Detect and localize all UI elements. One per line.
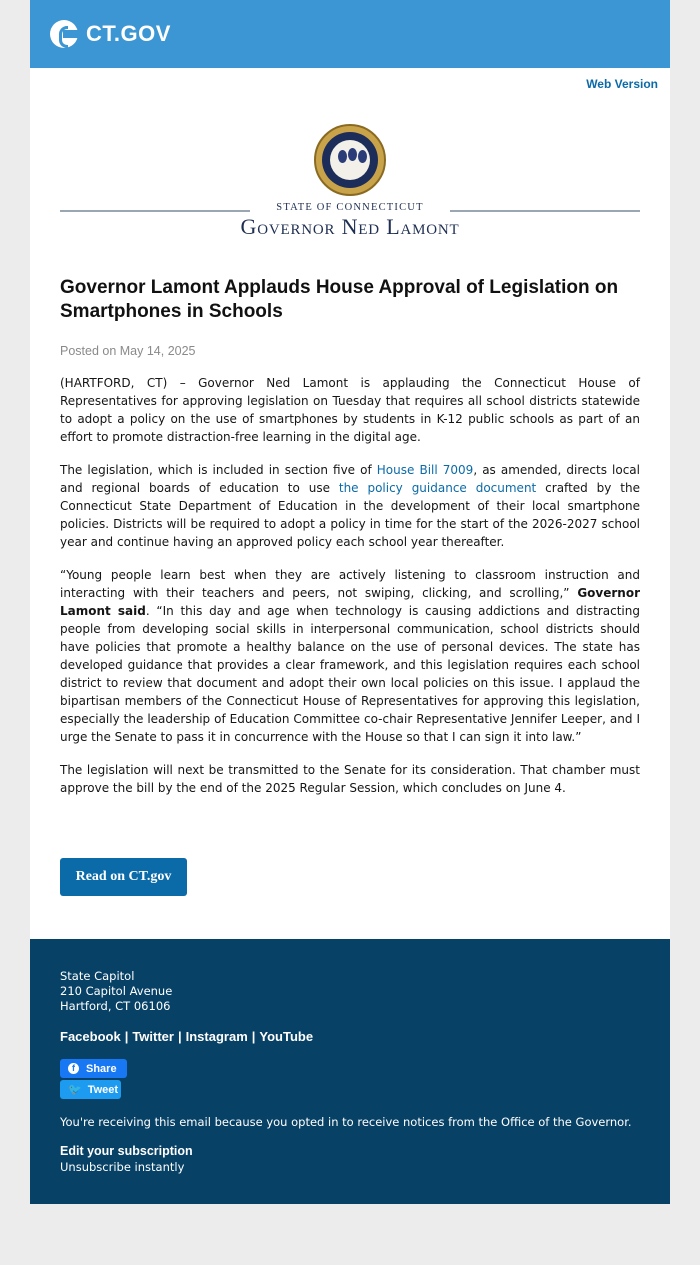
subscription-notice: You're receiving this email because you opted in to receive notices from the Office of the Governor. — [60, 1115, 632, 1129]
ct-logo-icon — [50, 20, 78, 48]
logo-text: CT.GOV — [86, 21, 171, 46]
house-bill-link[interactable]: House Bill 7009 — [376, 463, 474, 477]
paragraph-1: (HARTFORD, CT) – Governor Ned Lamont is applauding the Connecticut House of Representatives for approving legislation on Tuesday that requires all school districts statewide to adopt a policy on the use of smartphones by students in K-12 public schools as part of an effort to promote distraction-free learning in the digital age. — [60, 376, 640, 444]
paragraph-3: “Young people learn best when they are actively listening to classroom instruction and interacting with their teachers and peers, not swiping, clicking, and scrolling,” Governor Lamont said. “In this day and age when technology is causing addictions and distracting people from developing social skills in interpersonal communication, school districts should have policies that promote a healthy balance on the use of personal devices. The state has developed guidance that provides a clear framework, and this legislation requires each school district to review that document and adopt their own local policies on this issue. I applaud the bipartisan members of the Connecticut House of Representatives for approving this legislation, especially the leadership of Education Committee co-chair Representative Jennifer Leeper, and I urge the Senate to pass it in concurrence with the House so that I can sign it into law.” — [60, 568, 640, 744]
masthead-governor: Governor Ned Lamont — [240, 214, 460, 239]
state-seal-icon — [314, 124, 386, 196]
facebook-link[interactable]: Facebook — [60, 1029, 121, 1044]
masthead-state: STATE OF CONNECTICUT — [276, 202, 424, 213]
quote-attribution: Governor Lamont said — [60, 586, 640, 618]
paragraph-2: The legislation, which is included in section five of House Bill 7009, as amended, directs local and regional boards of education to use the policy guidance document crafted by the Connecticut State Department of Education in the development of their local smartphone policies. Districts will be required to adopt a policy in time for the start of the 2026-2027 school year and continue having an approved policy each school year thereafter. — [60, 463, 640, 549]
instagram-link[interactable]: Instagram — [185, 1029, 248, 1044]
facebook-icon: f — [68, 1063, 79, 1074]
edit-subscription-link[interactable]: Edit your subscription — [60, 1144, 193, 1158]
twitter-link[interactable]: Twitter — [132, 1029, 174, 1044]
email-card — [30, 0, 670, 1204]
web-version-link[interactable]: Web Version — [586, 77, 658, 91]
article-title: Governor Lamont Applauds House Approval of Legislation on Smartphones in Schools — [60, 277, 619, 322]
ct-gov-logo[interactable] — [50, 19, 171, 49]
facebook-share-button[interactable]: f Share — [60, 1059, 127, 1078]
paragraph-4: The legislation will next be transmitted to the Senate for its consideration. That chamber must approve the bill by the end of the 2025 Regular Session, which concludes on June 4. — [60, 763, 640, 795]
twitter-bird-icon: 🐦 — [68, 1084, 82, 1096]
social-links: Facebook | Twitter | Instagram | YouTube — [60, 1029, 314, 1044]
read-on-ctgov-button[interactable]: Read on CT.gov — [60, 858, 187, 896]
posted-date: Posted on May 14, 2025 — [60, 344, 196, 358]
unsubscribe-link[interactable]: Unsubscribe instantly — [60, 1160, 185, 1174]
header-bar — [30, 0, 670, 68]
youtube-link[interactable]: YouTube — [259, 1029, 314, 1044]
tweet-button[interactable]: 🐦 Tweet — [60, 1080, 121, 1099]
policy-guidance-link[interactable]: the policy guidance document — [338, 481, 537, 495]
address: State Capitol 210 Capitol Avenue Hartford, CT 06106 — [60, 969, 173, 1013]
footer — [30, 939, 670, 1204]
